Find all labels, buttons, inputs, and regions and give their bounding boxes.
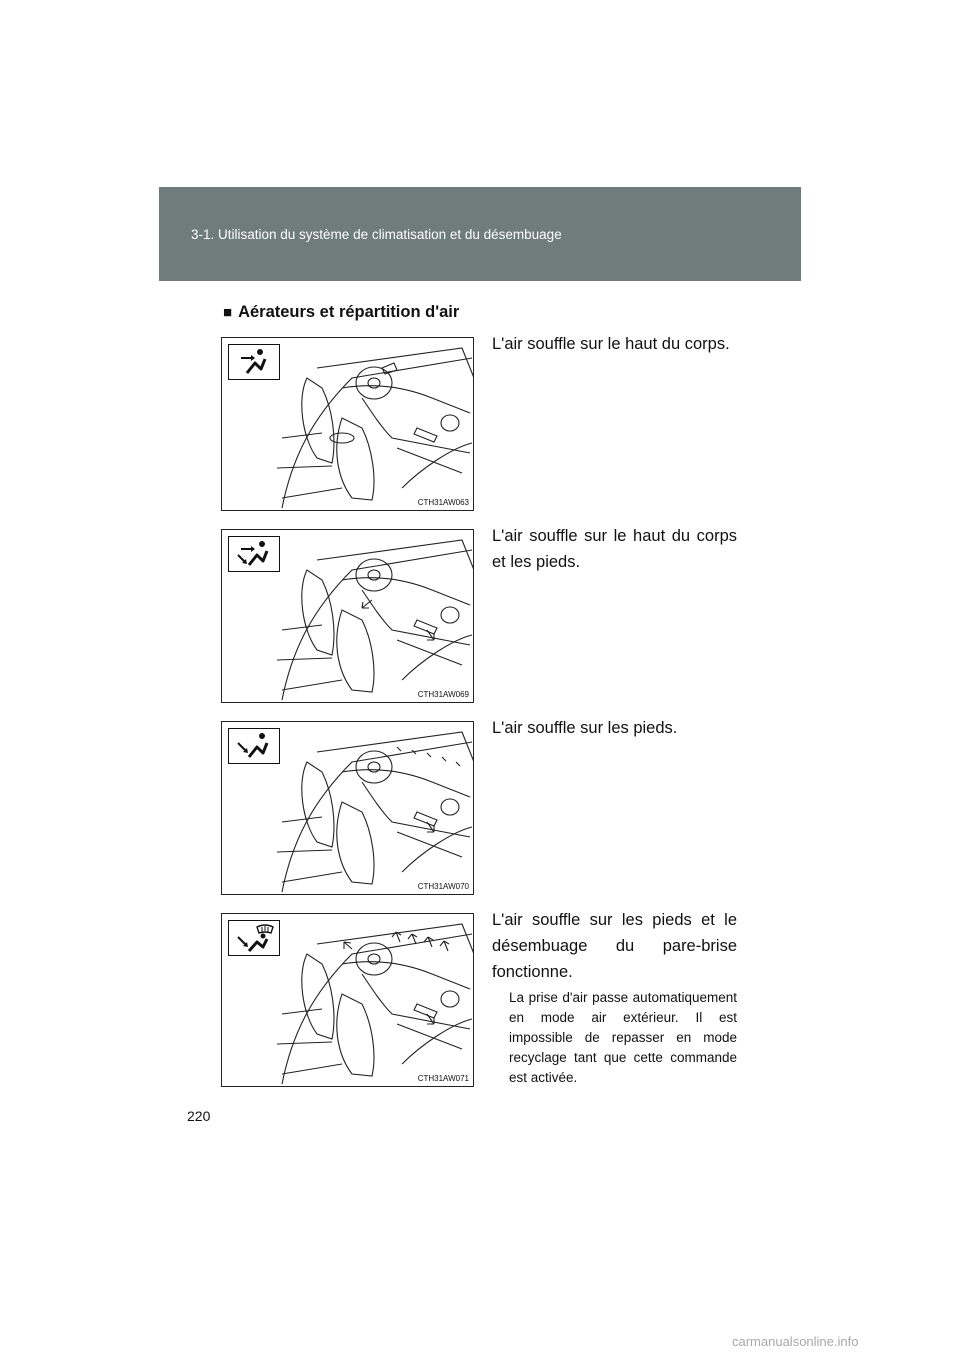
mode-description-line1: L'air souffle sur le haut du corps: [492, 527, 737, 545]
section-bullet: ■: [223, 304, 233, 321]
figure-floor-defrost-vent: [221, 913, 474, 1087]
figure-code: CTH31AW063: [417, 498, 469, 507]
face-vent-icon: [228, 344, 280, 380]
figure-code: CTH31AW070: [417, 882, 469, 891]
chapter-title: 3-1. Utilisation du système de climatisation et du désembuage: [191, 227, 562, 242]
mode-description-line3: fonctionne.: [492, 963, 573, 981]
section-title-text: Aérateurs et répartition d'air: [238, 303, 460, 321]
mode-description: L'air souffle sur les pieds.: [492, 719, 678, 737]
floor-vent-icon: [228, 728, 280, 764]
mode-note: La prise d'air passe automatiquement en mode air extérieur. Il est impossible de repasser en mode recyclage tant que cette commande est activée.: [509, 990, 737, 1085]
mode-description: L'air souffle sur le haut du corps.: [492, 335, 730, 353]
mode-description-line1: L'air souffle sur les pieds et le: [492, 911, 737, 929]
mode-description-line2: et les pieds.: [492, 553, 581, 571]
mode-description-line2: désembuage du pare-brise: [492, 937, 737, 955]
watermark: carmanualsonline.info: [732, 1334, 859, 1349]
bi-level-vent-icon: [228, 536, 280, 572]
figure-floor-vent: [221, 721, 474, 895]
chapter-header: [159, 187, 801, 281]
figure-bi-level-vent: [221, 529, 474, 703]
page-number: 220: [187, 1108, 211, 1124]
figure-code: CTH31AW071: [417, 1074, 469, 1083]
figure-face-vent: [221, 337, 474, 511]
section-title: [223, 303, 459, 322]
floor-defrost-vent-icon: [228, 920, 280, 956]
figure-code: CTH31AW069: [417, 690, 469, 699]
